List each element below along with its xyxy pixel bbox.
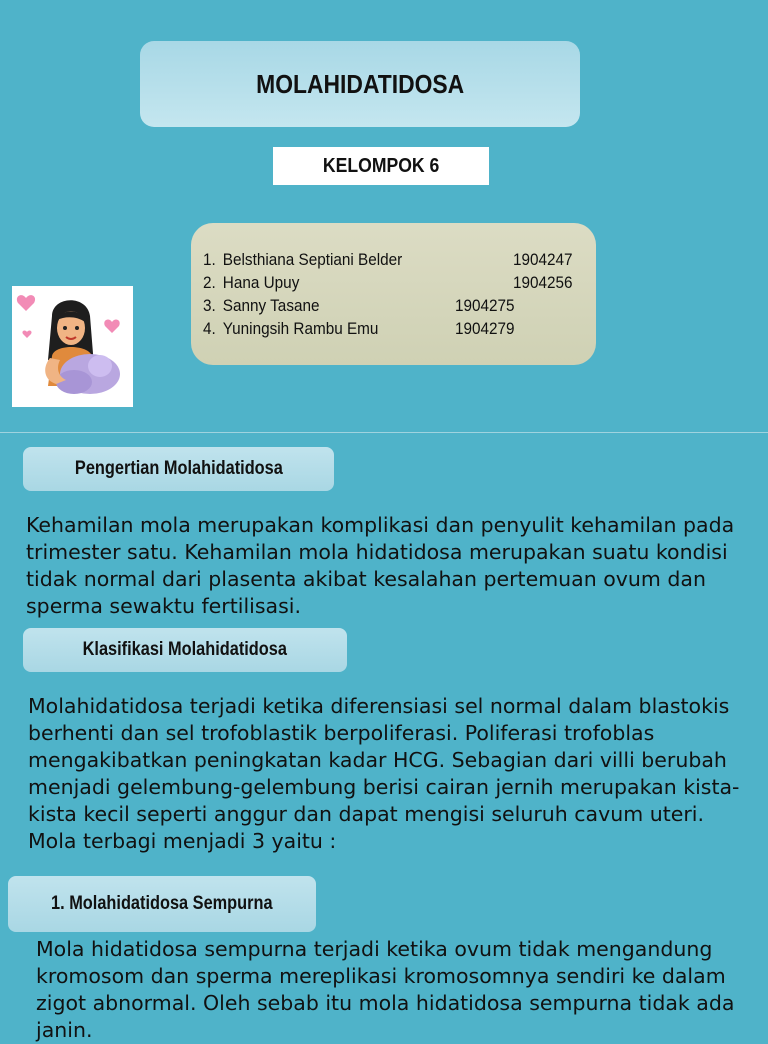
member-name: Belsthiana Septiani Belder bbox=[222, 250, 403, 269]
member-number: 4. bbox=[203, 319, 216, 338]
member-item bbox=[203, 319, 378, 339]
avatar bbox=[12, 286, 133, 407]
member-id: 1904275 bbox=[455, 296, 515, 315]
section-body-pengertian: Kehamilan mola merupakan komplikasi dan penyulit kehamilan pada trimester satu. Kehamilan mola hidatidosa merupakan suatu kondisi tidak normal dari plasenta akibat kesalahan pertemuan ovum dan sperma sewaktu fertilisasi. bbox=[26, 513, 735, 618]
member-name: Yuningsih Rambu Emu bbox=[222, 319, 379, 338]
member-item bbox=[203, 250, 402, 270]
member-number: 1. bbox=[203, 250, 216, 269]
group-banner bbox=[273, 147, 489, 185]
section-heading-sempurna bbox=[8, 876, 316, 932]
member-number: 2. bbox=[203, 273, 216, 292]
group-label: KELOMPOK 6 bbox=[322, 154, 440, 177]
section-heading-text: Klasifikasi Molahidatidosa bbox=[82, 639, 288, 660]
member-name: Hana Upuy bbox=[222, 273, 300, 292]
member-list bbox=[191, 223, 596, 365]
member-name: Sanny Tasane bbox=[222, 296, 320, 315]
member-item bbox=[203, 296, 319, 316]
page-title: MOLAHIDATIDOSA bbox=[255, 68, 465, 99]
section-heading-klasifikasi bbox=[23, 628, 347, 672]
divider bbox=[0, 432, 768, 433]
member-id: 1904256 bbox=[513, 273, 573, 292]
section-heading-text: Pengertian Molahidatidosa bbox=[74, 458, 283, 479]
title-banner bbox=[140, 41, 580, 127]
member-id: 1904279 bbox=[455, 319, 515, 338]
section-body-klasifikasi: Molahidatidosa terjadi ketika diferensiasi sel normal dalam blastokis berhenti dan sel trofoblastik berpoliferasi. Poliferasi trofoblas mengakibatkan peningkatan kadar HCG. Sebagian dari villi berubah menjadi gelembung-gelembung berisi cairan jernih merupakan kista-kista kecil seperti anggur dan dapat mengisi seluruh cavum uteri. Mola terbagi menjadi 3 yaitu : bbox=[28, 694, 740, 853]
member-item bbox=[203, 273, 299, 293]
member-number: 3. bbox=[203, 296, 216, 315]
bitmoji-mother-baby-icon bbox=[12, 286, 133, 407]
section-body-sempurna: Mola hidatidosa sempurna terjadi ketika ovum tidak mengandung kromosom dan sperma mereplikasi kromosomnya sendiri ke dalam zigot abnormal. Oleh sebab itu mola hidatidosa sempurna tidak ada janin. bbox=[36, 937, 735, 1042]
section-heading-pengertian bbox=[23, 447, 334, 491]
member-id: 1904247 bbox=[513, 250, 573, 269]
section-heading-text: 1. Molahidatidosa Sempurna bbox=[51, 893, 273, 914]
